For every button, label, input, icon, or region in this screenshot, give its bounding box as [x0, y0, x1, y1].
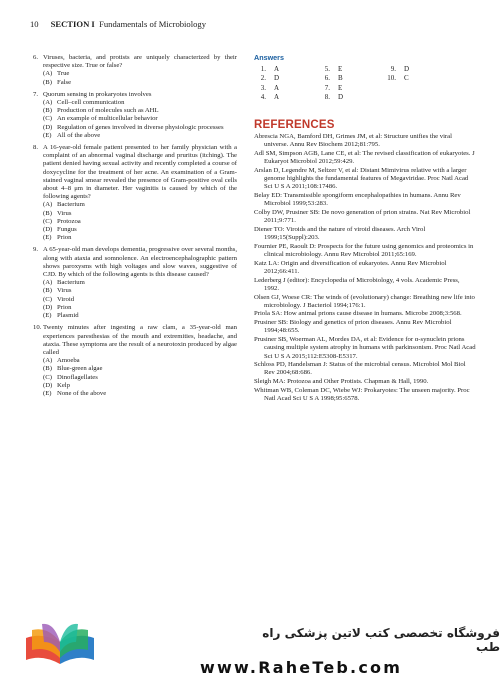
option-text: Bacterium [57, 201, 85, 209]
option-text: Plasmid [57, 312, 79, 320]
option-letter: (A) [43, 99, 53, 107]
answer-option [43, 210, 237, 218]
answer-option [43, 296, 237, 304]
answer-number: 10. [387, 74, 396, 83]
answer-letter: A [274, 65, 280, 74]
option-text: Protozoa [57, 217, 81, 225]
answer-number: 2. [260, 74, 266, 83]
answer-option [43, 124, 237, 132]
question-number: 10. [33, 324, 42, 332]
answer-option [43, 226, 237, 234]
answer-option [43, 365, 237, 373]
answer-option [43, 312, 237, 320]
answer-key-item [318, 93, 384, 101]
option-text: Blue-green algae [57, 365, 103, 373]
option-text: Virus [57, 209, 72, 217]
answer-key-item [384, 65, 444, 73]
question-text: Quorum sensing in prokaryotes involves [43, 90, 152, 98]
option-letter: (E) [43, 234, 52, 242]
answer-option [43, 279, 237, 287]
answer-number: 4. [260, 92, 266, 101]
answer-number [384, 84, 396, 92]
option-letter: (E) [43, 131, 52, 139]
answer-key-item [318, 74, 384, 82]
answer-option [43, 79, 237, 87]
option-letter: (A) [43, 357, 53, 365]
option-letter: (D) [43, 123, 53, 131]
option-letter: (B) [43, 287, 52, 295]
answer-letter: E [338, 65, 343, 74]
section-label [51, 19, 206, 29]
answer-key-item [254, 74, 318, 82]
option-text: True [57, 70, 70, 78]
option-letter: (C) [43, 295, 52, 303]
answer-number: 6. [324, 74, 330, 83]
question-stem [33, 144, 237, 201]
question-text: A 16-year-old female patient presented to her family physician with a complaint of an abnormal vaginal discharge and pruritus (itching). The patient denied having sexual activity and recently completed a course of doxycycline for the treatment of her acne. An examination of a Gram-stained vaginal smear revealed the presence of Gram-positive oval cells about 4–8 μm in diameter. Her vaginitis is caused by which of the following agents? [43, 144, 237, 201]
answer-number: 1. [260, 65, 266, 74]
option-letter: (C) [43, 373, 52, 381]
option-list [43, 201, 237, 242]
questions-column [33, 54, 237, 402]
answer-number [384, 93, 396, 101]
reference-entry: Sleigh MA: Protozoa and Other Protists. Chapman & Hall, 1990. [254, 378, 429, 386]
option-text: An example of multicellular behavior [57, 115, 158, 123]
answer-option [43, 357, 237, 365]
option-list [43, 279, 237, 320]
option-text: None of the above [57, 389, 107, 397]
reference-entry: Olsen GJ, Woese CR: The winds of (evolutionary) change: Breathing new life into microbiology. J Bacteriol 1994;176:1. [254, 293, 475, 309]
answer-option [43, 234, 237, 242]
answer-key-item [254, 84, 318, 92]
question-stem [33, 324, 237, 357]
answer-option [43, 115, 237, 123]
answer-option [43, 374, 237, 382]
answer-letter: A [274, 83, 280, 92]
reference-entry: Arslan D, Legendre M, Seltzer V, et al: Distant Mimivirus relative with a larger genome highlights the fundamental features of Megaviridae. Proc Natl Acad Sci U S A 2011;108:17486. [254, 167, 469, 191]
answer-option [43, 99, 237, 107]
answer-key-item [254, 65, 318, 73]
answer-letter: D [404, 65, 410, 74]
answer-number: 8. [324, 92, 330, 101]
answer-option [43, 201, 237, 209]
option-letter: (B) [43, 365, 52, 373]
reference-entry: Prusiner SB, Woerman AL, Mordes DA, et al: Evidence for α-synuclein prions causing multiple system atrophy in humans with parkinsonism. Proc Natl Acad Sci U S A 2015;112:E5308-E5317. [254, 336, 476, 360]
answer-key-item [384, 93, 444, 101]
option-list [43, 99, 237, 140]
answer-key-item [384, 74, 444, 82]
answer-option [43, 132, 237, 140]
reference-entry: Prusiner SB: Biology and genetics of prion diseases. Annu Rev Microbiol 1994;48:655. [254, 319, 452, 335]
answer-number: 3. [260, 83, 266, 92]
answer-letter: B [338, 74, 343, 83]
option-text: Cell–cell communication [57, 99, 125, 107]
option-text: Amoeba [57, 357, 80, 365]
answers-grid [254, 65, 476, 101]
answer-number: 7. [324, 83, 330, 92]
option-text: Bacterium [57, 279, 85, 287]
option-text: False [57, 78, 72, 86]
question [33, 144, 237, 242]
answer-key-item [254, 93, 318, 101]
reference-entry: Abrescia NGA, Bamford DH, Grimes JM, et al: Structure unifies the viral universe. Annu Rev Biochem 2012;81:795. [254, 133, 452, 149]
option-list [43, 70, 237, 86]
question [33, 91, 237, 140]
answer-letter: D [338, 92, 344, 101]
answer-option [43, 382, 237, 390]
answer-key-item [318, 84, 384, 92]
reference-entry: Priola SA: How animal prions cause disease in humans. Microbe 2008;3:568. [254, 310, 462, 318]
option-letter: (D) [43, 381, 53, 389]
reference-entry: Schloss PD, Handelsman J: Status of the microbial census. Microbiol Mol Biol Rev 2004;68:686. [254, 361, 466, 377]
reference-entry: Colby DW, Prusiner SB: De novo generation of prion strains. Nat Rev Microbiol 2011;9:771. [254, 209, 471, 225]
option-text: Fungus [57, 226, 77, 234]
references-heading: REFERENCES [254, 119, 335, 132]
question-text: Twenty minutes after ingesting a raw clam, a 35-year-old man experiences paresthesias of the mouth and extremities, headache, and ataxia. These symptoms are the result of a neurotoxin produced by algae called [43, 324, 237, 356]
option-letter: (A) [43, 279, 53, 287]
option-text: Kelp [57, 381, 70, 389]
reference-entry: Adl SM, Simpson AGB, Lane CE, et al: The revised classification of eukaryotes. J Eukaryot Microbiol 2012;59:429. [254, 150, 475, 166]
section-title: Fundamentals of Microbiology [99, 19, 207, 29]
reference-entry: Fournier PE, Raoult D: Prospects for the future using genomics and proteomics in clinical microbiology. Annu Rev Microbiol 2011;65:169. [254, 242, 474, 259]
question-number: 9. [33, 246, 39, 254]
section-number: SECTION I [50, 19, 95, 29]
references-list [254, 133, 476, 403]
question-stem [33, 246, 237, 279]
answer-number: 9. [390, 65, 396, 74]
answer-key-item [384, 84, 444, 92]
question-text: Viruses, bacteria, and protists are uniquely characterized by their respective size. True or false? [43, 54, 237, 70]
question-text: A 65-year-old man develops dementia, progressive over several months, along with ataxia and somnolence. An electroencephalographic pattern shows paroxysms with high voltages and slow waves, suggestive of CJD. By which of the following agents is this disease caused? [43, 246, 237, 279]
answer-option [43, 70, 237, 78]
answer-letter: A [274, 92, 280, 101]
question-stem [33, 54, 237, 70]
answer-option [43, 304, 237, 312]
option-letter: (E) [43, 312, 52, 320]
page-header [30, 19, 206, 29]
answer-letter: D [274, 74, 280, 83]
store-title: فروشگاه تخصصی کتب لاتین پزشکی راه طب [262, 626, 500, 654]
answer-option [43, 218, 237, 226]
answer-option [43, 287, 237, 295]
reference-entry: Diener TO: Viroids and the nature of viroid diseases. Arch Virol 1999;15(Suppl):203. [254, 225, 426, 242]
option-letter: (B) [43, 107, 52, 115]
option-text: All of the above [57, 131, 101, 139]
option-list [43, 357, 237, 398]
answer-letter: E [338, 83, 343, 92]
option-letter: (E) [43, 389, 52, 397]
option-letter: (D) [43, 303, 53, 311]
answer-number: 5. [324, 65, 330, 74]
option-letter: (A) [43, 201, 53, 209]
option-text: Virus [57, 287, 72, 295]
question-number: 7. [33, 90, 39, 98]
option-text: Prion [57, 303, 72, 311]
option-text: Prion [57, 234, 72, 242]
option-text: Production of molecules such as AHL [57, 107, 159, 115]
question-stem [33, 91, 237, 99]
reference-entry: Lederberg J (editor): Encyclopedia of Microbiology, 4 vols. Academic Press, 1992. [254, 276, 460, 292]
option-text: Viroid [57, 295, 75, 303]
answers-heading: Answers [254, 53, 284, 62]
page-number: 10 [30, 19, 39, 29]
option-letter: (D) [43, 226, 53, 234]
question-number: 6. [33, 54, 39, 61]
store-website[interactable]: www.RaheTeb.com [200, 658, 403, 677]
open-book-logo [20, 620, 100, 672]
reference-entry: Katz LA: Origin and diversification of eukaryotes. Annu Rev Microbiol 2012;66:411. [254, 259, 447, 275]
answer-key-item [318, 65, 384, 73]
option-letter: (C) [43, 115, 52, 123]
answer-option [43, 390, 237, 398]
answer-letter: C [404, 74, 409, 83]
answer-option [43, 107, 237, 115]
option-text: Regulation of genes involved in diverse physiologic processes [57, 123, 224, 131]
option-letter: (B) [43, 78, 52, 86]
question [33, 246, 237, 320]
option-text: Dinoflagellates [57, 373, 98, 381]
reference-entry: Whitman WB, Coleman DC, Wiebe WJ: Prokaryotes: The unseen majority. Proc Natl Acad Sci U S A 1998;95:6578. [254, 386, 470, 403]
option-letter: (B) [43, 209, 52, 217]
question [33, 54, 237, 87]
option-letter: (A) [43, 70, 53, 78]
question-number: 8. [33, 144, 39, 152]
option-letter: (C) [43, 217, 52, 225]
question [33, 324, 237, 398]
right-column [254, 54, 476, 404]
reference-entry: Belay ED: Transmissible spongiform encephalopathies in humans. Annu Rev Microbiol 1999;53:283. [254, 192, 461, 208]
